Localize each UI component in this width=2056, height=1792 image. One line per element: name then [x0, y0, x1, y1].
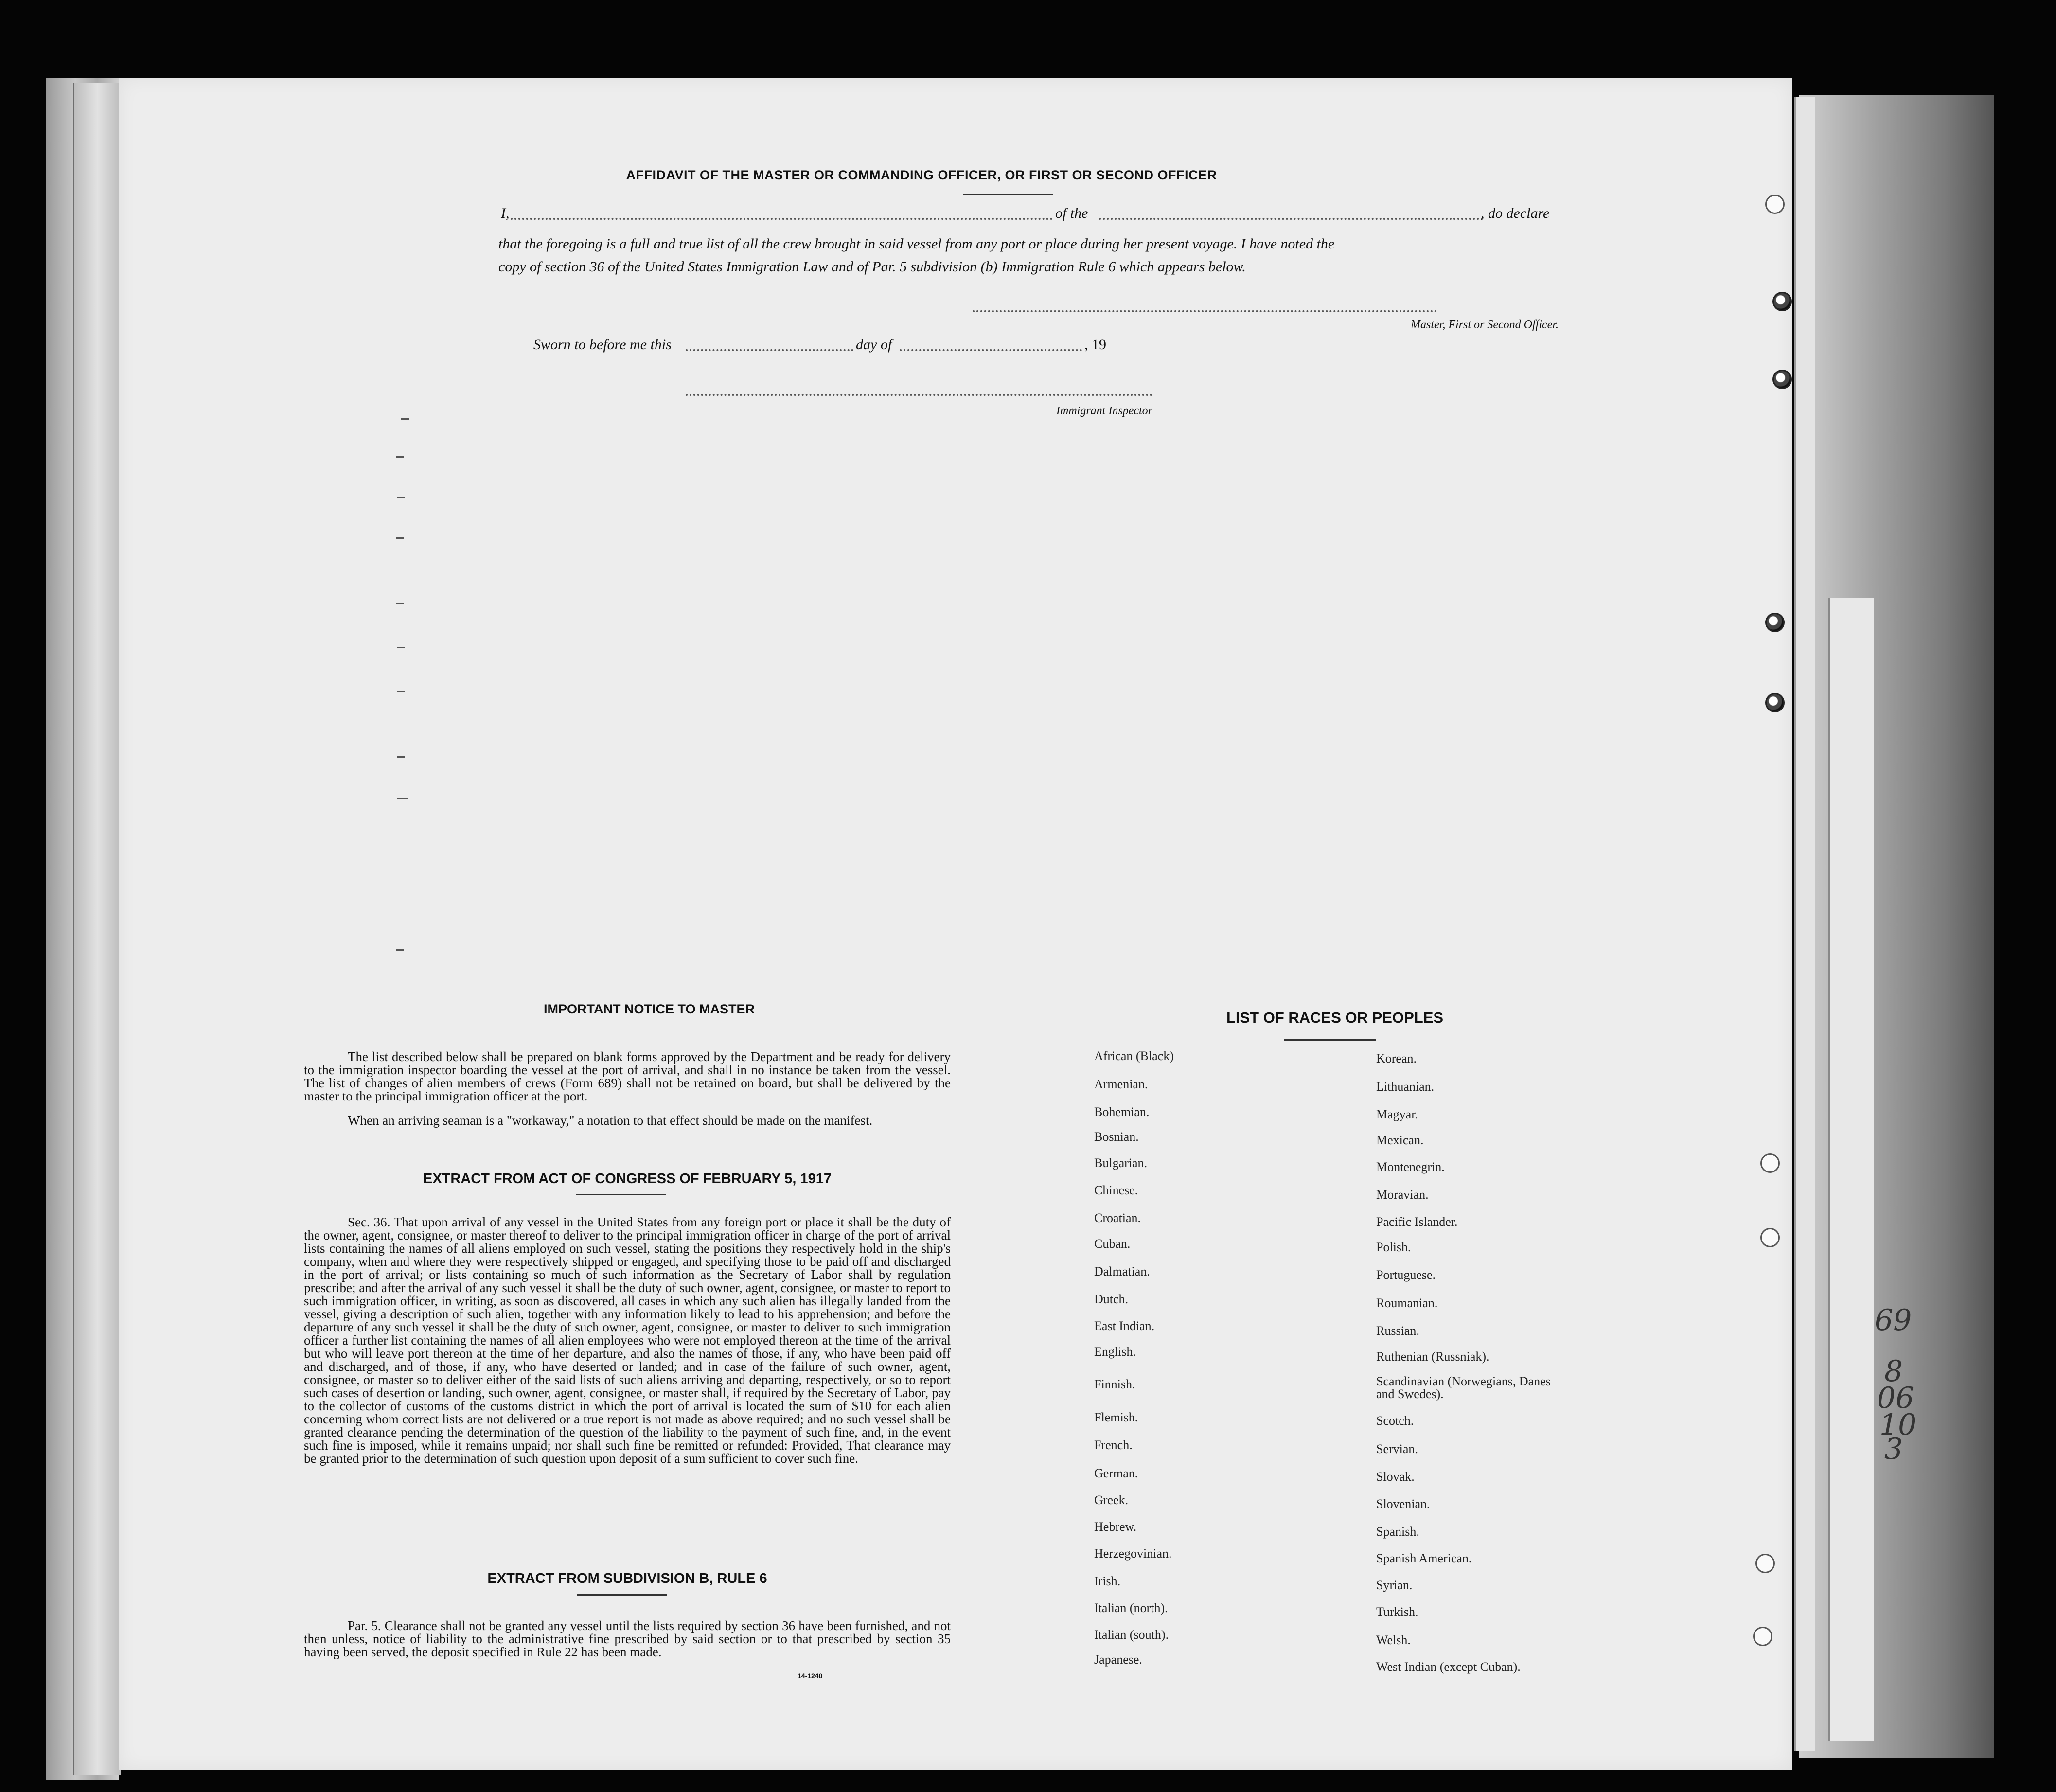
sworn-month-line [900, 349, 1082, 351]
race-left-item: Japanese. [1094, 1652, 1142, 1667]
inspector-label: Immigrant Inspector [1056, 405, 1152, 417]
race-left-item: Italian (south). [1094, 1628, 1169, 1642]
signature-label: Master, First or Second Officer. [1411, 319, 1559, 331]
margin-tick [401, 418, 409, 420]
sworn-prefix: Sworn to before me this [533, 337, 672, 353]
binder-hole [1765, 693, 1785, 712]
sworn-day-of: day of [856, 337, 892, 353]
extract-act-text: Sec. 36. That upon arrival of any vessel in the United States from any foreign port or place it shall be the duty of the owner, agent, consignee, or master thereof to deliver to the principal immigration officer in charge of the port of arrival lists containing the names of all aliens employed on such vessel, stating the positions they respectively hold in the ship's company, when and where they were respectively shipped or engaged, and specifying those to be paid off and discharged in the port of arrival; or lists containing so much of such information as the Secretary of Labor shall by regulation prescribe; and after the arrival of any such vessel it shall be the duty of such owner, agent, consignee, or master to report to such immigration officer, in writing, as soon as discovered, all cases in which any such alien has illegally landed from the vessel, giving a description of such alien, together with any information likely to lead to his apprehension; and before the departure of any such vessel it shall be the duty of such owner, agent, consignee, or master to deliver to such immigration officer a further list containing the names of all alien employees who were not employed thereon at the time of the arrival but who will leave port thereon at the time of her departure, and also the names of those, if any, who have been paid off and discharged, and of those, if any, who have deserted or landed; and in case of the failure of such owner, agent, consignee, or master so to deliver either of the said lists of such aliens arriving and departing, respectively, or so to report such cases of desertion or landing, such owner, agent, consignee, or master shall, if required by the Secretary of Labor, pay to the collector of customs of the customs district in which the port of arrival is located the sum of $10 for each alien concerning whom correct lists are not delivered or a true report is not made as above required; and no such vessel shall be granted clearance pending the determination of the question of the liability to the payment of such fine, and, in the event such fine is imposed, while it remains unpaid; nor shall such fine be remitted or refunded: Provided, That clearance may be granted prior to the determination of such question upon deposit of a sum sufficient to cover such fine. [304, 1215, 951, 1466]
race-right-item: Portuguese. [1376, 1268, 1436, 1282]
race-right-item: Korean. [1376, 1051, 1417, 1065]
binder-hole [1765, 195, 1785, 214]
signature-line [973, 310, 1437, 312]
race-right-item: Russian. [1376, 1324, 1419, 1338]
notice-paragraph-1: The list described below shall be prepared on blank forms approved by the Department and be ready for delivery to the immigration inspector boarding the vessel at the port of arrival, and shall in no instance be taken from the vessel. The list of changes of alien members of crews (Form 689) shall not be retained on board, but shall be delivered by the master to the principal immigration officer at the port. [304, 1049, 951, 1103]
book-left-pages [73, 83, 121, 1775]
margin-tick [396, 603, 404, 604]
race-left-item: African (Black) [1094, 1049, 1174, 1063]
extract-act-title: EXTRACT FROM ACT OF CONGRESS OF FEBRUARY 5, 1917 [423, 1171, 832, 1187]
margin-tick [396, 537, 404, 539]
sworn-year: , 19 [1084, 337, 1106, 353]
race-right-item: Roumanian. [1376, 1296, 1438, 1310]
extract-rule-text: Par. 5. Clearance shall not be granted any vessel until the lists required by section 36 have been furnished, and not then unless, notice of liability to the administrative fine prescribed by said section or to that prescribed by section 35 having been served, the deposit specified in Rule 22 has been made. [304, 1618, 951, 1659]
race-right-item: Moravian. [1376, 1188, 1429, 1202]
race-left-item: Bohemian. [1094, 1105, 1150, 1119]
race-left-item: Armenian. [1094, 1077, 1148, 1091]
margin-tick [397, 497, 405, 498]
affidavit-line-3: copy of section 36 of the United States Immigration Law and of Par. 5 subdivision (b) Immigration Rule 6 which appears below. [498, 259, 1246, 275]
race-left-item: Irish. [1094, 1574, 1121, 1588]
race-right-item: Spanish. [1376, 1525, 1419, 1539]
race-left-item: Cuban. [1094, 1237, 1131, 1251]
race-right-item: Scotch. [1376, 1414, 1414, 1428]
margin-note: 69 [1875, 1303, 1912, 1337]
margin-tick [397, 798, 408, 799]
race-left-item: Bulgarian. [1094, 1156, 1148, 1170]
race-right-item: Turkish. [1376, 1605, 1418, 1619]
margin-tick [396, 949, 404, 951]
race-right-item: Mexican. [1376, 1133, 1424, 1147]
inserted-slip [1828, 598, 1874, 1741]
manifest-page [119, 78, 1792, 1770]
race-left-item: English. [1094, 1345, 1136, 1359]
race-left-item: Flemish. [1094, 1410, 1138, 1424]
extract-act-rule [576, 1194, 666, 1195]
margin-tick [397, 691, 405, 692]
race-left-item: Herzegovinian. [1094, 1546, 1172, 1561]
affidavit-line-2: that the foregoing is a full and true list of all the crew brought in said vessel from any port or place during her present voyage. I have noted the [498, 236, 1335, 252]
race-right-item: Polish. [1376, 1240, 1411, 1254]
inspector-signature-line [686, 394, 1152, 396]
race-right-item: Servian. [1376, 1442, 1418, 1456]
races-title: LIST OF RACES OR PEOPLES [1226, 1009, 1444, 1026]
race-right-item: West Indian (except Cuban). [1376, 1660, 1521, 1674]
vessel-name-line [1099, 218, 1483, 220]
race-left-item: Finnish. [1094, 1377, 1135, 1391]
notice-title: IMPORTANT NOTICE TO MASTER [544, 1002, 755, 1016]
race-left-item: German. [1094, 1466, 1138, 1480]
page-right-edge [1794, 97, 1815, 1751]
binder-hole [1760, 1153, 1780, 1173]
race-left-item: Croatian. [1094, 1211, 1141, 1225]
margin-note: 3 [1884, 1432, 1903, 1466]
binder-hole [1760, 1228, 1780, 1247]
margin-note: 8 [1884, 1354, 1903, 1388]
race-right-item: Syrian. [1376, 1578, 1413, 1592]
affidavit-of-the: of the [1055, 205, 1088, 221]
race-right-item: Ruthenian (Russniak). [1376, 1349, 1489, 1364]
binder-hole [1755, 1554, 1775, 1573]
race-right-item: Welsh. [1376, 1633, 1411, 1647]
title-rule [963, 194, 1053, 195]
race-right-item: Slovenian. [1376, 1497, 1430, 1511]
race-right-item: Pacific Islander. [1376, 1215, 1458, 1229]
master-name-line [511, 218, 1053, 220]
race-right-item: Magyar. [1376, 1107, 1418, 1121]
margin-tick [397, 756, 405, 758]
binder-hole [1753, 1627, 1772, 1646]
form-number: 14-1240 [798, 1672, 823, 1680]
race-left-item: Dutch. [1094, 1292, 1129, 1306]
affidavit-title: AFFIDAVIT OF THE MASTER OR COMMANDING OFFICER, OR FIRST OR SECOND OFFICER [626, 168, 1217, 182]
binder-hole [1772, 370, 1792, 389]
race-right-item: Slovak. [1376, 1470, 1415, 1484]
races-rule [1284, 1039, 1376, 1041]
binder-hole [1772, 292, 1792, 311]
race-left-item: Chinese. [1094, 1183, 1138, 1197]
extract-rule-rule [577, 1594, 667, 1596]
notice-paragraph-2: When an arriving seaman is a "workaway," a notation to that effect should be made on the manifest. [348, 1113, 873, 1128]
margin-note: 10 [1879, 1408, 1917, 1442]
race-left-item: Bosnian. [1094, 1130, 1139, 1144]
margin-note: 06 [1877, 1381, 1914, 1415]
extract-rule-title: EXTRACT FROM SUBDIVISION B, RULE 6 [487, 1571, 767, 1586]
race-right-item: Spanish American. [1376, 1551, 1472, 1565]
affidavit-i: I, [501, 205, 510, 221]
race-left-item: East Indian. [1094, 1319, 1155, 1333]
binder-hole [1765, 613, 1785, 632]
race-left-item: Hebrew. [1094, 1520, 1137, 1534]
race-right-item: Montenegrin. [1376, 1160, 1445, 1174]
affidavit-declare: , do declare [1481, 205, 1550, 221]
race-left-item: Greek. [1094, 1493, 1129, 1507]
race-right-item: Lithuanian. [1376, 1080, 1435, 1094]
margin-tick [396, 456, 404, 458]
race-right-item: Scandinavian (Norwegians, Danes and Swedes). [1376, 1374, 1551, 1401]
sworn-day-line [686, 349, 853, 351]
race-left-item: Dalmatian. [1094, 1264, 1150, 1278]
race-left-item: Italian (north). [1094, 1601, 1168, 1615]
margin-tick [397, 647, 405, 648]
race-left-item: French. [1094, 1438, 1133, 1452]
